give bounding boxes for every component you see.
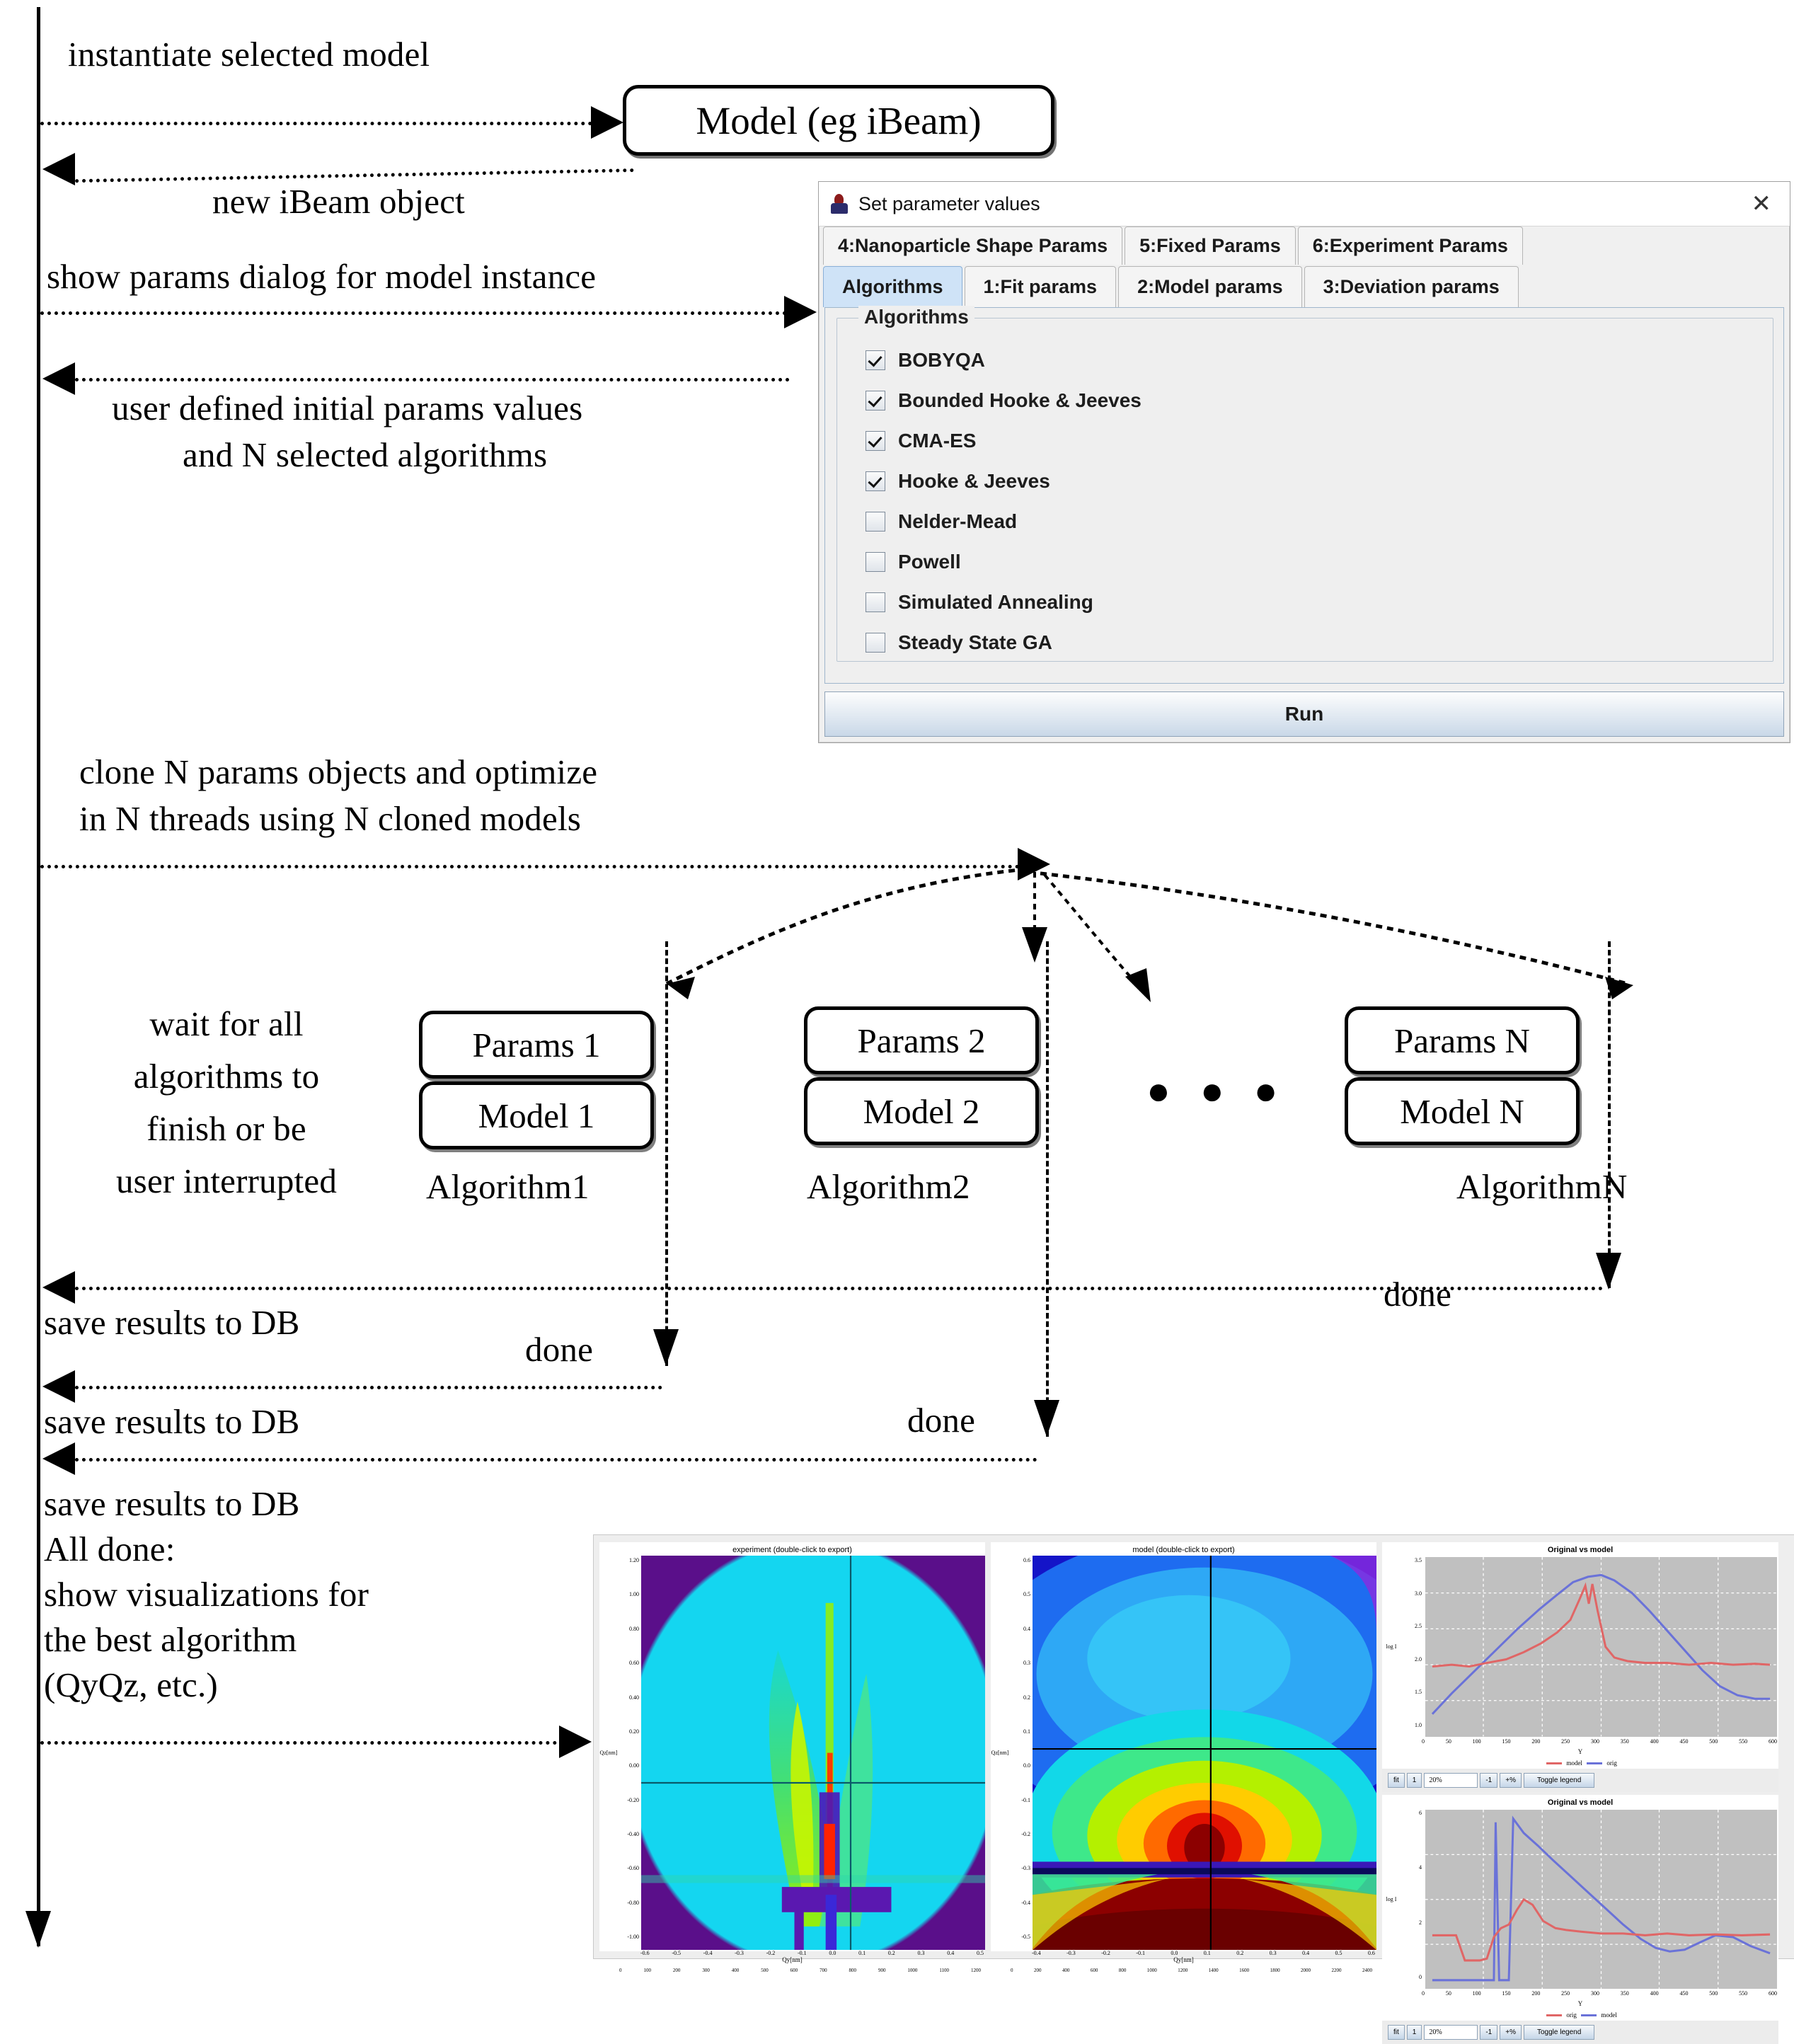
xtick: 0.1 [858,1950,866,1957]
cbar-tick: 1400 [1208,1968,1219,1974]
experiment-chart[interactable] [599,1542,985,1974]
cbar-tick: 1200 [1178,1968,1188,1974]
algorithms-panel [824,307,1784,684]
checkbox-label-simulated-annealing: Simulated Annealing [898,590,1093,613]
ytick: 6 [1419,1809,1422,1816]
xtick: 0.2 [887,1950,895,1957]
line-bottom-xticks [1382,1990,1778,2000]
checkbox-label-bobyqa: BOBYQA [898,348,985,371]
model-box [623,85,1054,156]
experiment-xticks [599,1950,985,1956]
cbar-tick: 1000 [1146,1968,1157,1974]
cbar-tick: 0 [619,1968,622,1974]
model-chart[interactable] [991,1542,1376,1974]
threads-ellipsis: ● ● ● [1146,1069,1288,1113]
ytick: 2.5 [1415,1623,1422,1629]
tab-fixed-params[interactable]: 5:Fixed Params [1125,226,1296,265]
line-bottom-legend [1382,2009,1778,2021]
xtick: -0.1 [1136,1950,1145,1957]
ytick: 3.0 [1415,1590,1422,1597]
thread-1-done-label: done [525,1330,594,1369]
checkbox-hooke-jeeves[interactable] [866,471,885,491]
line-top-xlabel: Y [1577,1747,1583,1755]
checkbox-row-steady-state-ga[interactable] [837,622,1773,662]
ytick: -0.3 [1021,1865,1030,1872]
xtick: 350 [1620,1990,1629,1997]
message-line-show-dialog [40,311,787,315]
xtick: 0.6 [1367,1950,1375,1957]
xtick: -0.2 [1101,1950,1110,1957]
ytick: 0.1 [1023,1728,1030,1735]
experiment-chart-title: experiment (double-click to export) [732,1546,852,1554]
return-line-3 [75,1458,1037,1462]
experiment-yticks [618,1556,641,1950]
cbar-tick: 1200 [971,1968,981,1974]
legend-swatch-orig [1587,1762,1602,1764]
xtick: 0.0 [829,1950,836,1957]
xtick: 100 [1472,1990,1481,1997]
final-message-arrow [559,1726,592,1758]
xtick: 400 [1650,1990,1659,1997]
ytick: 0.3 [1023,1660,1030,1667]
checkbox-row-simulated-annealing[interactable] [837,582,1773,622]
tab-experiment-params[interactable]: 6:Experiment Params [1298,226,1523,265]
lifeline-end-arrow [25,1911,51,1948]
xtick: -0.4 [1032,1950,1041,1957]
cbar-tick: 2000 [1301,1968,1311,1974]
checkbox-row-nelder-mead[interactable] [837,501,1773,541]
wait-note-line-3: finish or be [146,1109,306,1148]
xtick: 0 [1422,1738,1425,1745]
fit-button-top[interactable]: fit [1388,1773,1405,1788]
xtick: 0.4 [947,1950,955,1957]
checkbox-cma-es[interactable] [866,431,885,451]
message-label-clone-2: in N threads using N cloned models [79,799,582,838]
xtick: 200 [1531,1738,1541,1745]
xtick: 600 [1768,1738,1777,1745]
final-note-line-4: the best algorithm [44,1620,297,1659]
params-box-2 [804,1006,1039,1074]
cbar-tick: 1000 [907,1968,918,1974]
xtick: 0.3 [1269,1950,1277,1957]
xtick: 500 [1709,1990,1718,1997]
xtick: 100 [1472,1738,1481,1745]
thread-1-done-arrow [653,1329,679,1366]
experiment-xlabel: Qy[nm] [782,1956,803,1964]
xtick: 0.3 [917,1950,925,1957]
return-line-2 [75,1386,662,1389]
final-note-line-3: show visualizations for [44,1575,369,1614]
original-vs-model-bottom-title: Original vs model [1547,1798,1614,1807]
legend-label-model: model [1566,1759,1582,1767]
checkbox-row-hooke-jeeves[interactable] [837,461,1773,501]
cbar-tick: 700 [820,1968,827,1974]
checkbox-simulated-annealing[interactable] [866,592,885,612]
experiment-ylabel: Qz[nm] [599,1750,618,1757]
cbar-tick: 200 [1033,1968,1042,1974]
dialog-title: Set parameter values [858,193,1040,214]
line-top-toolbar [1382,1769,1778,1792]
message-arrow-instantiate [591,106,623,139]
line-bottom-yticks [1401,1808,1424,1991]
thread-n-done-arrow [1596,1253,1621,1290]
model-xlabel: Qy[nm] [1173,1956,1194,1964]
xtick: 450 [1679,1990,1689,1997]
tab-model-params[interactable]: 2:Model params [1118,266,1302,307]
decrease-button-top[interactable]: -1 [1480,1773,1497,1788]
thread-2-done-label: done [907,1401,976,1440]
ytick: 0.00 [629,1762,639,1769]
xtick: 550 [1739,1990,1748,1997]
increase-button-bottom[interactable]: +% [1500,2025,1522,2040]
tab-deviation-params[interactable]: 3:Deviation params [1304,266,1519,307]
legend-label-orig: orig [1606,1759,1617,1767]
checkbox-label-cma-es: CMA-ES [898,429,977,452]
step-button-top[interactable]: 1 [1407,1773,1422,1788]
xtick: 300 [1590,1738,1599,1745]
thread-lifeline-n [1608,941,1611,1288]
checkbox-bounded-hooke-jeeves[interactable] [866,391,885,410]
model-chart-title: model (double-click to export) [1132,1546,1235,1554]
ytick: 2 [1419,1919,1422,1926]
xtick: -0.3 [1066,1950,1076,1957]
cbar-tick: 1600 [1239,1968,1250,1974]
checkbox-nelder-mead[interactable] [866,512,885,532]
message-arrow-user-defined [42,362,75,395]
thread-lifeline-2 [1046,941,1049,1437]
toggle-legend-button-bottom[interactable]: Toggle legend [1524,2025,1594,2040]
ytick: -0.4 [1021,1899,1030,1906]
ytick: -0.20 [627,1796,639,1803]
model-box-1 [419,1081,654,1149]
checkbox-label-bounded-hooke-jeeves: Bounded Hooke & Jeeves [898,389,1142,411]
visualization-panel [593,1534,1794,2036]
ytick: 3.5 [1415,1557,1422,1563]
message-label-new-ibeam: new iBeam object [212,182,465,221]
line-charts-column [1382,1542,1778,2036]
message-label-user-defined-2: and N selected algorithms [183,435,548,474]
tab-algorithms[interactable]: Algorithms [823,266,962,307]
algorithm-label-2: Algorithm2 [807,1167,970,1206]
xtick: 200 [1531,1990,1541,1997]
xtick: 0 [1422,1990,1425,1997]
percent-field-top[interactable]: 20% [1424,1773,1478,1788]
model-box-1-label: Model 1 [478,1096,595,1135]
toggle-legend-button-top[interactable]: Toggle legend [1524,1773,1594,1788]
final-note-line-2: All done: [44,1529,176,1568]
thread-lifeline-1 [665,941,668,1366]
line-bottom-ylabel: log I [1386,1895,1397,1902]
ytick: -0.60 [627,1865,639,1872]
xtick: 0.5 [976,1950,984,1957]
cbar-tick: 800 [849,1968,856,1974]
checkbox-powell[interactable] [866,552,885,572]
ytick: 0.60 [629,1660,639,1667]
cbar-tick: 2400 [1362,1968,1372,1974]
ytick: 2.0 [1415,1655,1422,1663]
xtick: 0.1 [1203,1950,1211,1957]
run-button[interactable]: Run [824,691,1784,737]
line-top-xticks [1382,1738,1778,1748]
xtick: 150 [1502,1990,1511,1997]
ytick: -1.00 [627,1934,639,1941]
ytick: -0.5 [1021,1934,1030,1941]
xtick: 550 [1739,1738,1748,1745]
step-button-bottom[interactable]: 1 [1407,2025,1422,2040]
tab-fit-params[interactable]: 1:Fit params [965,266,1117,307]
xtick: 50 [1445,1990,1451,1997]
cbar-tick: 1800 [1270,1968,1280,1974]
xtick: 400 [1650,1738,1659,1745]
ytick: 0 [1419,1974,1422,1980]
experiment-plot-area[interactable] [641,1556,985,1950]
dialog-titlebar [819,182,1790,226]
checkbox-row-cma-es[interactable] [837,420,1773,461]
cbar-tick: 900 [878,1968,886,1974]
ytick: 0.20 [629,1728,639,1735]
xtick: 0.0 [1171,1950,1178,1957]
return-arrow-2 [42,1370,75,1403]
message-line-user-defined [75,378,790,381]
legend-swatch-model-bottom [1581,2014,1597,2016]
xtick: 0.4 [1302,1950,1310,1957]
wait-note-line-4: user interrupted [115,1161,338,1200]
model-box-label: Model (eg iBeam) [696,98,982,142]
algorithms-group [836,306,1773,662]
line-bottom-plot-area[interactable] [1425,1810,1777,1990]
checkbox-bobyqa[interactable] [866,350,885,370]
original-vs-model-bottom-chart[interactable] [1382,1795,1778,2021]
decrease-button-bottom[interactable]: -1 [1480,2025,1497,2040]
line-top-ylabel: log I [1386,1643,1397,1650]
model-colorbar-ticks [1011,1968,1372,1973]
xtick: -0.5 [672,1950,682,1957]
line-bottom-xlabel: Y [1577,2000,1583,2007]
checkbox-row-bounded-hooke-jeeves[interactable] [837,380,1773,420]
save-results-label-2: save results to DB [44,1402,300,1441]
message-label-clone-1: clone N params objects and optimize [79,752,598,791]
final-message-line [40,1741,564,1745]
xtick: 250 [1561,1738,1570,1745]
model-ylabel: Qz[nm] [991,1750,1009,1757]
model-plot-area[interactable] [1033,1556,1376,1950]
original-vs-model-top-chart[interactable] [1382,1542,1778,1769]
message-label-user-defined-1: user defined initial params values [112,389,583,427]
line-top-legend [1382,1757,1778,1769]
xtick: 150 [1502,1738,1511,1745]
ytick: -0.2 [1021,1831,1030,1837]
original-vs-model-top-title: Original vs model [1547,1546,1614,1554]
xtick: 350 [1620,1738,1629,1745]
message-arrow-show-dialog [784,296,817,328]
algorithm-label-1: Algorithm1 [426,1167,590,1206]
checkbox-label-steady-state-ga: Steady State GA [898,631,1052,653]
save-results-label-1: save results to DB [44,1303,300,1342]
xtick: 50 [1445,1738,1451,1745]
cbar-tick: 500 [761,1968,769,1974]
xtick: 0.5 [1335,1950,1342,1957]
cbar-tick: 100 [643,1968,651,1974]
increase-button-top[interactable]: +% [1500,1773,1522,1788]
cbar-tick: 600 [790,1968,798,1974]
cbar-tick: 200 [672,1968,681,1974]
tab-nanoparticle-shape-params[interactable]: 4:Nanoparticle Shape Params [823,226,1122,265]
message-label-show-dialog: show params dialog for model instance [47,257,597,296]
thread-fanout-arrows [587,856,1776,1019]
legend-swatch-orig-bottom [1546,2014,1562,2016]
cbar-tick: 1100 [939,1968,950,1974]
ytick: 1.20 [629,1557,639,1563]
tab-row-bottom [819,266,1790,307]
checkbox-steady-state-ga[interactable] [866,633,885,653]
ytick: -0.1 [1021,1796,1030,1803]
algorithm-label-n: AlgorithmN [1456,1167,1628,1206]
set-parameter-values-dialog [818,181,1790,743]
checkbox-row-powell[interactable] [837,541,1773,582]
ytick: 0.40 [629,1694,639,1701]
ytick: 1.00 [629,1591,639,1598]
message-line-instantiate [40,122,592,125]
return-arrow-1 [42,1271,75,1304]
xtick: -0.3 [735,1950,744,1957]
params-box-2-label: Params 2 [857,1021,986,1060]
cbar-tick: 400 [731,1968,740,1974]
xtick: 300 [1590,1990,1599,1997]
fit-button-bottom[interactable]: fit [1388,2025,1405,2040]
ytick: 0.80 [629,1625,639,1632]
legend-swatch-model [1546,1762,1562,1764]
checkbox-label-hooke-jeeves: Hooke & Jeeves [898,469,1050,492]
experiment-colorbar-ticks [619,1968,981,1973]
legend-label-model-bottom: model [1601,2011,1617,2019]
cbar-tick: 300 [702,1968,710,1974]
ytick: 0.2 [1023,1694,1030,1701]
cbar-tick: 600 [1090,1968,1098,1974]
thread-2-done-arrow [1034,1400,1059,1437]
ytick: 4 [1419,1864,1422,1871]
xtick: -0.6 [640,1950,650,1957]
final-note-line-5: (QyQz, etc.) [44,1665,218,1704]
cbar-tick: 800 [1118,1968,1127,1974]
checkbox-label-nelder-mead: Nelder-Mead [898,510,1018,532]
cbar-tick: 0 [1011,1968,1013,1974]
model-xticks [991,1950,1376,1956]
ytick: 0.6 [1023,1557,1030,1563]
ytick: 1.5 [1415,1689,1422,1695]
return-arrow-3 [42,1442,75,1475]
model-box-n-label: Model N [1400,1091,1524,1131]
return-line-1 [75,1287,1604,1290]
params-box-1 [419,1011,654,1079]
line-top-plot-area[interactable] [1425,1557,1777,1737]
params-box-n-label: Params N [1394,1021,1530,1060]
ytick: 0.0 [1023,1762,1030,1769]
ytick: 0.4 [1023,1625,1030,1632]
thread-n-done-label: done [1384,1275,1452,1314]
xtick: -0.1 [797,1950,807,1957]
ytick: 0.5 [1023,1591,1030,1598]
xtick: -0.4 [703,1950,713,1957]
wait-note-line-1: wait for all [149,1004,304,1043]
params-box-1-label: Params 1 [472,1025,601,1064]
cbar-tick: 2200 [1331,1968,1342,1974]
xtick: 250 [1561,1990,1570,1997]
wait-note-line-2: algorithms to [133,1057,320,1096]
actor-lifeline [37,7,40,1946]
cbar-tick: 400 [1062,1968,1070,1974]
algorithms-group-label: Algorithms [858,306,974,328]
line-top-yticks [1401,1556,1424,1738]
tab-row-top [819,226,1790,265]
ytick: -0.40 [627,1831,639,1837]
model-yticks [1009,1556,1033,1950]
percent-field-bottom[interactable]: 20% [1424,2025,1478,2040]
xtick: -0.2 [766,1950,776,1957]
xtick: 500 [1709,1738,1718,1745]
model-box-2 [804,1077,1039,1145]
java-app-icon [829,193,850,214]
final-note-line-1: save results to DB [44,1484,300,1523]
xtick: 600 [1768,1990,1777,1997]
xtick: 0.2 [1236,1950,1244,1957]
message-arrow-new-ibeam [42,153,75,185]
params-box-n [1345,1006,1580,1074]
close-icon[interactable]: ✕ [1751,190,1771,217]
message-label-instantiate: instantiate selected model [68,35,430,74]
legend-label-orig-bottom: orig [1566,2011,1577,2019]
model-box-2-label: Model 2 [863,1091,980,1131]
ytick: 1.0 [1415,1721,1422,1728]
ytick: -0.80 [627,1899,639,1906]
xtick: 450 [1679,1738,1689,1745]
line-bottom-toolbar [1382,2021,1778,2044]
checkbox-row-bobyqa[interactable] [837,340,1773,380]
checkbox-label-powell: Powell [898,550,961,573]
model-box-n [1345,1077,1580,1145]
